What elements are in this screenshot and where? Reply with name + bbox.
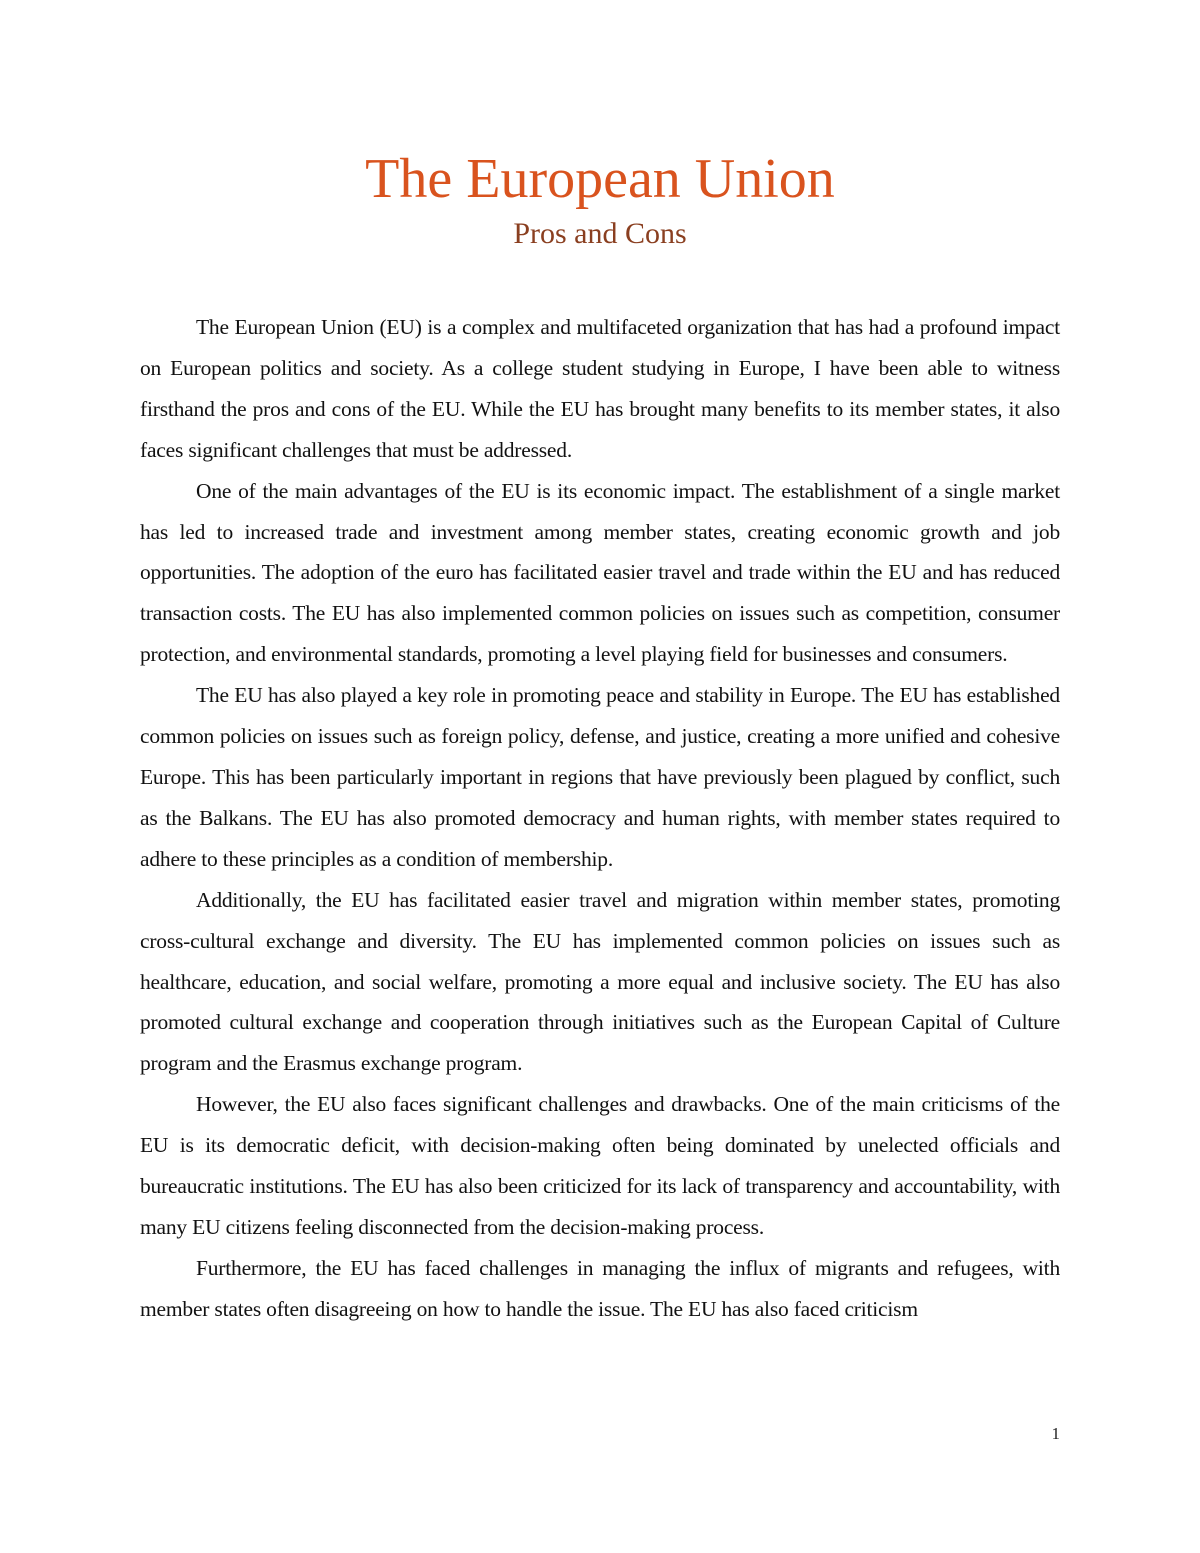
paragraph: Furthermore, the EU has faced challenges in managing the influx of migrants and refugees, with member states often disagreeing on how to handle the issue. The EU has also faced criticism <box>140 1255 1060 1321</box>
document-title: The European Union <box>365 148 835 210</box>
paragraph: One of the main advantages of the EU is its economic impact. The establishment of a single market has led to increased trade and investment among member states, creating economic growth and job opportunities. The adoption of the euro has facilitated easier travel and trade within the EU and has reduced transaction costs. The EU has also implemented common policies on issues such as competition, consumer protection, and environmental standards, promoting a level playing field for businesses and consumers. <box>140 478 1060 667</box>
document-body <box>140 307 1060 1330</box>
document-subtitle: Pros and Cons <box>513 217 687 250</box>
paragraph: However, the EU also faces significant challenges and drawbacks. One of the main criticisms of the EU is its democratic deficit, with decision-making often being dominated by unelected officials and bureaucratic institutions. The EU has also been criticized for its lack of transparency and accountability, with many EU citizens feeling disconnected from the decision-making process. <box>140 1092 1060 1239</box>
paragraph: The European Union (EU) is a complex and multifaceted organization that has had a profound impact on European politics and society. As a college student studying in Europe, I have been able to witness firsthand the pros and cons of the EU. While the EU has brought many benefits to its member states, it also faces significant challenges that must be addressed. <box>140 315 1060 462</box>
paragraph: The EU has also played a key role in promoting peace and stability in Europe. The EU has established common policies on issues such as foreign policy, defense, and justice, creating a more unified and cohesive Europe. This has been particularly important in regions that have previously been plagued by conflict, such as the Balkans. The EU has also promoted democracy and human rights, with member states required to adhere to these principles as a condition of membership. <box>140 683 1060 871</box>
page-number: 1 <box>1051 1424 1060 1443</box>
paragraph: Additionally, the EU has facilitated easier travel and migration within member states, promoting cross-cultural exchange and diversity. The EU has implemented common policies on issues such as healthcare, education, and social welfare, promoting a more equal and inclusive society. The EU has also promoted cultural exchange and cooperation through initiatives such as the European Capital of Culture program and the Erasmus exchange program. <box>140 887 1060 1076</box>
